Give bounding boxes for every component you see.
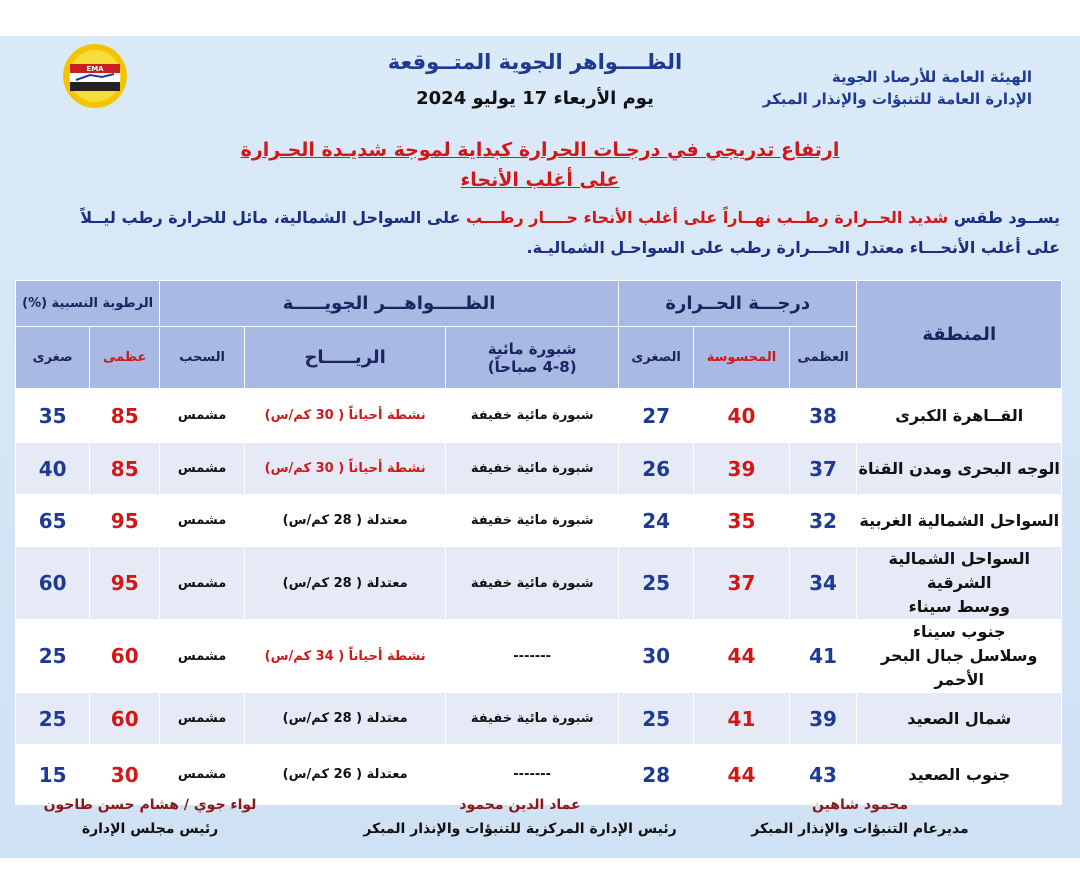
table-row — [16, 495, 1062, 547]
header-humidity: الرطوبة النسبية (%) — [16, 281, 160, 327]
humidity-max-cell: 30 — [90, 745, 160, 805]
description-line1: يســود طقس شديد الحــرارة رطــب نهــاراً على أغلب الأنحاء حــــار رطـــب على السواحل الشمالية، مائل للحرارة رطب ليــلاً — [80, 208, 1060, 227]
region-cell: السواحل الشمالية الغربية — [857, 495, 1062, 547]
min-temp-cell: 24 — [619, 495, 694, 547]
feels-temp-cell: 44 — [694, 620, 789, 693]
min-temp-cell: 30 — [619, 620, 694, 693]
humidity-min-cell: 40 — [16, 443, 90, 495]
min-temp-cell: 27 — [619, 389, 694, 443]
humidity-max-cell: 95 — [90, 495, 160, 547]
header-max: العظمى — [789, 327, 857, 389]
table-row — [16, 389, 1062, 443]
humidity-min-cell: 25 — [16, 620, 90, 693]
header-fog: شبورة مائية (4-8 صباحاً) — [446, 327, 619, 389]
max-temp-cell: 37 — [789, 443, 857, 495]
max-temp-cell: 39 — [789, 693, 857, 745]
feels-temp-cell: 44 — [694, 745, 789, 805]
signature-chairman: لواء جوي / هشام حسن طاحون رئيس مجلس الإدارة — [43, 797, 257, 837]
region-cell: الوجه البحرى ومدن القناة — [857, 443, 1062, 495]
region-cell: السواحل الشمالية الشرقية ووسط سيناء — [857, 547, 1062, 620]
feels-temp-cell: 39 — [694, 443, 789, 495]
table-row — [16, 443, 1062, 495]
clouds-cell: مشمس — [160, 745, 245, 805]
header-clouds: السحب — [160, 327, 245, 389]
clouds-cell: مشمس — [160, 693, 245, 745]
fog-cell: شبورة مائية خفيفة — [446, 443, 619, 495]
table-body — [16, 389, 1062, 805]
region-cell: جنوب الصعيد — [857, 745, 1062, 805]
forecast-table — [15, 280, 1062, 805]
signature-general-manager: محمود شاهين مديرعام التنبؤات والإنذار المبكر — [751, 797, 969, 837]
header-wind: الريـــــاح — [244, 327, 445, 389]
header-min: الصغرى — [619, 327, 694, 389]
logo-text: EMA — [86, 65, 104, 73]
signature-central-head: عماد الدين محمود رئيس الإدارة المركزية للتنبؤات والإنذار المبكر — [363, 797, 677, 837]
fog-cell: ------- — [446, 620, 619, 693]
max-temp-cell: 41 — [789, 620, 857, 693]
humidity-max-cell: 85 — [90, 389, 160, 443]
clouds-cell: مشمس — [160, 620, 245, 693]
org-department: الإدارة العامة للتنبؤات والإنذار المبكر — [762, 90, 1032, 108]
clouds-cell: مشمس — [160, 389, 245, 443]
header-temperature: درجـــة الحــرارة — [619, 281, 857, 327]
header-humidity-min: صغرى — [16, 327, 90, 389]
clouds-cell: مشمس — [160, 495, 245, 547]
min-temp-cell: 25 — [619, 693, 694, 745]
wind-cell: نشطة أحياناً ( 34 كم/س) — [244, 620, 445, 693]
fog-cell: شبورة مائية خفيفة — [446, 547, 619, 620]
clouds-cell: مشمس — [160, 443, 245, 495]
table-row — [16, 547, 1062, 620]
max-temp-cell: 32 — [789, 495, 857, 547]
min-temp-cell: 26 — [619, 443, 694, 495]
clouds-cell: مشمس — [160, 547, 245, 620]
fog-cell: شبورة مائية خفيفة — [446, 389, 619, 443]
region-cell: جنوب سيناء وسلاسل جبال البحر الأحمر — [857, 620, 1062, 693]
description-line2: على أغلب الأنحـــاء معتدل الحـــرارة رطب على السواحـل الشماليـة. — [526, 238, 1060, 257]
organization-block — [763, 66, 1032, 110]
wind-cell: نشطة أحياناً ( 30 كم/س) — [244, 389, 445, 443]
humidity-max-cell: 60 — [90, 693, 160, 745]
feels-temp-cell: 41 — [694, 693, 789, 745]
header-region: المنطقة — [857, 281, 1062, 389]
humidity-max-cell: 60 — [90, 620, 160, 693]
max-temp-cell: 43 — [789, 745, 857, 805]
table-row — [16, 620, 1062, 693]
humidity-min-cell: 60 — [16, 547, 90, 620]
page-title: الظــــواهر الجوية المتــوقعة — [387, 50, 683, 74]
region-cell: شمال الصعيد — [857, 693, 1062, 745]
max-temp-cell: 34 — [789, 547, 857, 620]
wind-cell: معتدلة ( 28 كم/س) — [244, 495, 445, 547]
max-temp-cell: 38 — [789, 389, 857, 443]
header-humidity-max: عظمى — [90, 327, 160, 389]
forecast-date: يوم الأربعاء 17 يوليو 2024 — [416, 88, 654, 109]
fog-cell: ------- — [446, 745, 619, 805]
humidity-max-cell: 85 — [90, 443, 160, 495]
humidity-max-cell: 95 — [90, 547, 160, 620]
wind-cell: معتدلة ( 28 كم/س) — [244, 547, 445, 620]
feels-temp-cell: 37 — [694, 547, 789, 620]
header-weather: الظـــــواهـــر الجويـــــة — [160, 281, 619, 327]
feels-temp-cell: 40 — [694, 389, 789, 443]
org-name: الهيئة العامة للأرصاد الجوية — [831, 68, 1032, 86]
humidity-min-cell: 25 — [16, 693, 90, 745]
humidity-min-cell: 35 — [16, 389, 90, 443]
fog-cell: شبورة مائية خفيفة — [446, 495, 619, 547]
ema-logo — [50, 40, 140, 110]
region-cell: القــاهرة الكبرى — [857, 389, 1062, 443]
table-row — [16, 693, 1062, 745]
humidity-min-cell: 65 — [16, 495, 90, 547]
min-temp-cell: 28 — [619, 745, 694, 805]
feels-temp-cell: 35 — [694, 495, 789, 547]
wind-cell: معتدلة ( 26 كم/س) — [244, 745, 445, 805]
wind-cell: نشطة أحياناً ( 30 كم/س) — [244, 443, 445, 495]
min-temp-cell: 25 — [619, 547, 694, 620]
fog-cell: شبورة مائية خفيفة — [446, 693, 619, 745]
headline-line2: على أغلب الأنحاء — [460, 169, 620, 191]
headline-line1: ارتفاع تدريجي في درجـات الحرارة كبداية لموجة شديـدة الحـرارة — [240, 139, 840, 161]
header-feels: المحسوسة — [694, 327, 789, 389]
humidity-min-cell: 15 — [16, 745, 90, 805]
wind-cell: معتدلة ( 28 كم/س) — [244, 693, 445, 745]
